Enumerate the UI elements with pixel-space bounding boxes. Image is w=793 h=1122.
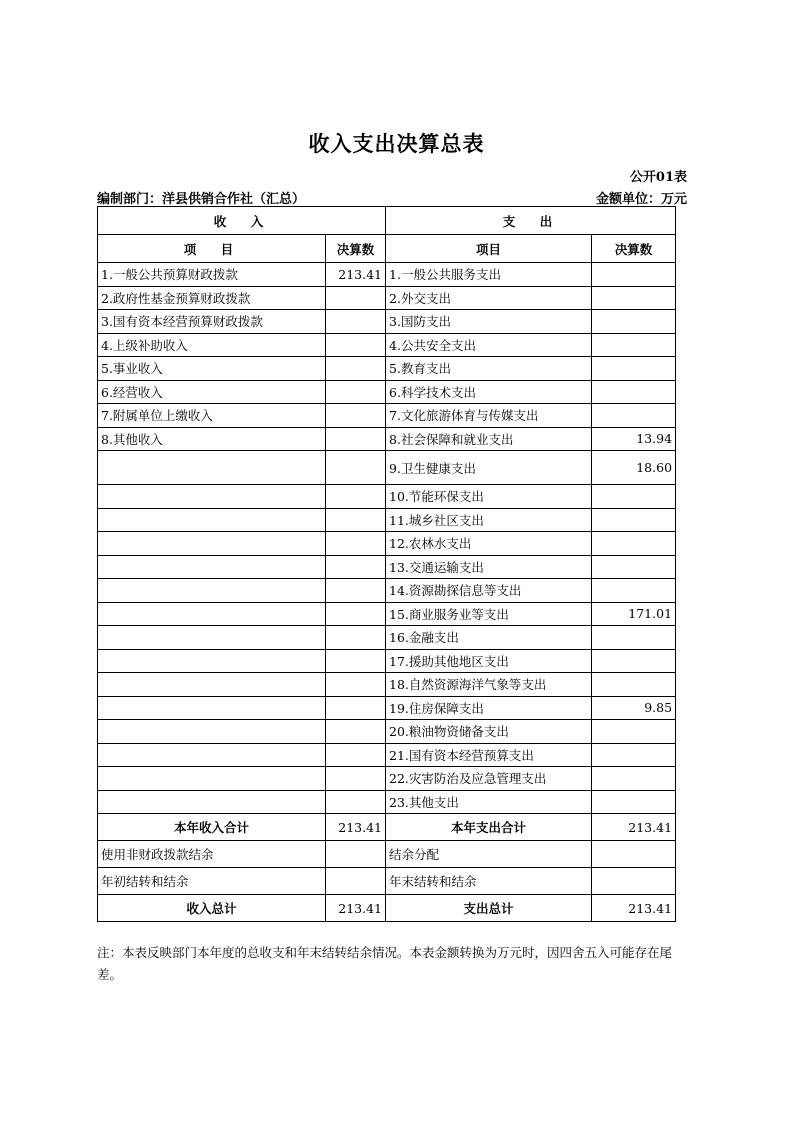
income-amount-cell: 213.41 (326, 263, 386, 287)
table-row (98, 767, 676, 791)
balance-expense-label: 结余分配 (386, 841, 592, 868)
expense-amount-cell (592, 404, 676, 428)
expense-amount-cell (592, 286, 676, 310)
income-item-cell: 2.政府性基金预算财政拨款 (98, 286, 326, 310)
expense-item-cell: 10.节能环保支出 (386, 485, 592, 509)
income-expense-table (97, 206, 676, 922)
year-total-row (98, 814, 676, 841)
expense-item-cell: 15.商业服务业等支出 (386, 602, 592, 626)
table-body (98, 207, 676, 922)
income-item-cell: 5.事业收入 (98, 357, 326, 381)
grand-income-total-amount: 213.41 (326, 895, 386, 922)
footnote: 注：本表反映部门本年度的总收支和年末结转结余情况。本表金额转换为万元时，因四舍五入可能存在尾差。 (97, 945, 673, 982)
table-row (98, 451, 676, 485)
expense-amount-cell (592, 579, 676, 603)
grand-total-row (98, 895, 676, 922)
income-item-cell: 3.国有资本经营预算财政拨款 (98, 310, 326, 334)
income-item-cell (98, 602, 326, 626)
table-row (98, 649, 676, 673)
income-amount-cell (326, 357, 386, 381)
expense-amount-column-header: 决算数 (592, 235, 676, 263)
income-item-cell: 4.上级补助收入 (98, 333, 326, 357)
income-item-cell (98, 626, 326, 650)
balance-income-amount (326, 841, 386, 868)
expense-amount-cell (592, 485, 676, 509)
expense-amount-cell: 171.01 (592, 602, 676, 626)
income-item-cell (98, 649, 326, 673)
income-amount-cell (326, 380, 386, 404)
income-amount-cell (326, 532, 386, 556)
expense-item-cell: 20.粮油物资储备支出 (386, 720, 592, 744)
income-amount-cell (326, 602, 386, 626)
table-row (98, 508, 676, 532)
expense-item-cell: 11.城乡社区支出 (386, 508, 592, 532)
balance-income-label: 使用非财政拨款结余 (98, 841, 326, 868)
table-row (98, 333, 676, 357)
balance-income-amount (326, 868, 386, 895)
expense-amount-cell (592, 357, 676, 381)
table-row (98, 555, 676, 579)
page-title: 收入支出决算总表 (308, 131, 485, 156)
balance-expense-label: 年末结转和结余 (386, 868, 592, 895)
income-item-cell (98, 767, 326, 791)
expense-item-cell: 19.住房保障支出 (386, 696, 592, 720)
income-item-cell: 6.经营收入 (98, 380, 326, 404)
expense-item-cell: 7.文化旅游体育与传媒支出 (386, 404, 592, 428)
expense-item-cell: 13.交通运输支出 (386, 555, 592, 579)
income-amount-cell (326, 626, 386, 650)
income-item-cell: 1.一般公共预算财政拨款 (98, 263, 326, 287)
balance-row (98, 868, 676, 895)
year-income-total-amount: 213.41 (326, 814, 386, 841)
section-header-row (98, 207, 676, 235)
expense-item-cell: 9.卫生健康支出 (386, 451, 592, 485)
table-row (98, 485, 676, 509)
table-row (98, 626, 676, 650)
table-row (98, 696, 676, 720)
department-label: 编制部门：洋县供销合作社（汇总） (97, 192, 306, 207)
expense-amount-cell (592, 720, 676, 744)
table-row (98, 263, 676, 287)
expense-item-cell: 23.其他支出 (386, 790, 592, 814)
expense-amount-cell (592, 508, 676, 532)
table-row (98, 310, 676, 334)
income-item-cell (98, 743, 326, 767)
income-amount-cell (326, 427, 386, 451)
expense-amount-cell (592, 673, 676, 697)
grand-income-total-label: 收入总计 (98, 895, 326, 922)
income-amount-cell (326, 673, 386, 697)
income-item-cell: 8.其他收入 (98, 427, 326, 451)
expense-amount-cell: 18.60 (592, 451, 676, 485)
income-amount-cell (326, 579, 386, 603)
income-amount-cell (326, 743, 386, 767)
balance-row (98, 841, 676, 868)
grand-expense-total-amount: 213.41 (592, 895, 676, 922)
income-item-cell (98, 555, 326, 579)
expense-item-cell: 2.外交支出 (386, 286, 592, 310)
expense-item-cell: 18.自然资源海洋气象等支出 (386, 673, 592, 697)
expense-amount-cell (592, 310, 676, 334)
expense-item-cell: 16.金融支出 (386, 626, 592, 650)
income-amount-cell (326, 649, 386, 673)
column-header-row (98, 235, 676, 263)
income-item-cell (98, 451, 326, 485)
expense-amount-cell (592, 333, 676, 357)
income-item-cell (98, 485, 326, 509)
income-amount-cell (326, 451, 386, 485)
income-amount-cell (326, 696, 386, 720)
expense-item-cell: 12.农林水支出 (386, 532, 592, 556)
balance-income-label: 年初结转和结余 (98, 868, 326, 895)
income-section-header: 收 入 (98, 207, 386, 235)
balance-expense-amount (592, 868, 676, 895)
expense-amount-cell (592, 743, 676, 767)
income-amount-cell (326, 286, 386, 310)
expense-item-column-header: 项目 (386, 235, 592, 263)
table-row (98, 743, 676, 767)
expense-item-cell: 14.资源勘探信息等支出 (386, 579, 592, 603)
table-row (98, 602, 676, 626)
expense-amount-cell (592, 555, 676, 579)
table-row (98, 286, 676, 310)
table-row (98, 380, 676, 404)
expense-amount-cell (592, 767, 676, 791)
grand-expense-total-label: 支出总计 (386, 895, 592, 922)
expense-item-cell: 8.社会保障和就业支出 (386, 427, 592, 451)
income-amount-column-header: 决算数 (326, 235, 386, 263)
expense-item-cell: 3.国防支出 (386, 310, 592, 334)
income-item-cell (98, 720, 326, 744)
expense-item-cell: 1.一般公共服务支出 (386, 263, 592, 287)
table-row (98, 532, 676, 556)
expense-section-header: 支 出 (386, 207, 676, 235)
table-row (98, 357, 676, 381)
expense-amount-cell: 13.94 (592, 427, 676, 451)
expense-item-cell: 6.科学技术支出 (386, 380, 592, 404)
expense-item-cell: 17.援助其他地区支出 (386, 649, 592, 673)
income-amount-cell (326, 790, 386, 814)
expense-amount-cell (592, 532, 676, 556)
year-expense-total-label: 本年支出合计 (386, 814, 592, 841)
year-expense-total-amount: 213.41 (592, 814, 676, 841)
income-amount-cell (326, 720, 386, 744)
expense-item-cell: 21.国有资本经营预算支出 (386, 743, 592, 767)
balance-expense-amount (592, 841, 676, 868)
income-amount-cell (326, 767, 386, 791)
income-amount-cell (326, 508, 386, 532)
expense-item-cell: 22.灾害防治及应急管理支出 (386, 767, 592, 791)
expense-item-cell: 4.公共安全支出 (386, 333, 592, 357)
table-row (98, 673, 676, 697)
income-item-cell: 7.附属单位上缴收入 (98, 404, 326, 428)
income-item-cell (98, 673, 326, 697)
expense-amount-cell (592, 626, 676, 650)
table-row (98, 790, 676, 814)
table-row (98, 404, 676, 428)
income-item-cell (98, 790, 326, 814)
income-item-cell (98, 696, 326, 720)
income-item-cell (98, 508, 326, 532)
table-row (98, 579, 676, 603)
income-amount-cell (326, 555, 386, 579)
amount-unit-label: 金额单位：万元 (595, 192, 687, 207)
form-number: 公开01表 (629, 170, 687, 185)
income-amount-cell (326, 404, 386, 428)
income-amount-cell (326, 485, 386, 509)
expense-amount-cell (592, 790, 676, 814)
expense-item-cell: 5.教育支出 (386, 357, 592, 381)
income-amount-cell (326, 310, 386, 334)
income-item-column-header: 项 目 (98, 235, 326, 263)
income-item-cell (98, 532, 326, 556)
expense-amount-cell (592, 649, 676, 673)
expense-amount-cell (592, 380, 676, 404)
income-amount-cell (326, 333, 386, 357)
table-row (98, 720, 676, 744)
year-income-total-label: 本年收入合计 (98, 814, 326, 841)
table-row (98, 427, 676, 451)
expense-amount-cell: 9.85 (592, 696, 676, 720)
expense-amount-cell (592, 263, 676, 287)
income-item-cell (98, 579, 326, 603)
